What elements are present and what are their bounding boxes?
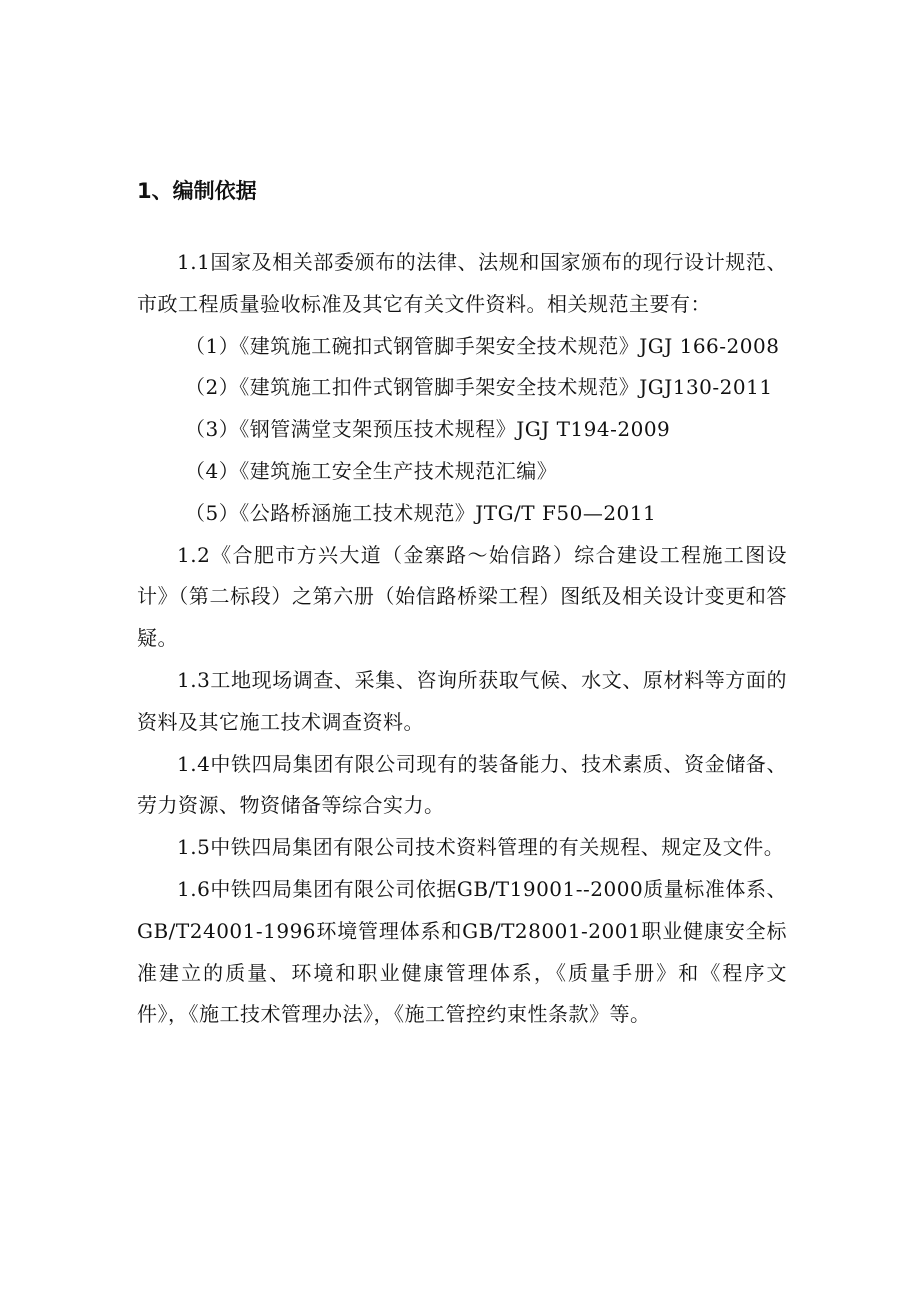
paragraph-1-5: 1.5中铁四局集团有限公司技术资料管理的有关规程、规定及文件。 <box>177 835 785 860</box>
paragraph-1-4: 1.4中铁四局集团有限公司现有的装备能力、技术素质、资金储备、劳力资源、物资储备等综合实力。 <box>137 751 787 818</box>
paragraph-1-3: 1.3工地现场调查、采集、咨询所获取气候、水文、原材料等方面的资料及其它施工技术调查资料。 <box>137 667 787 734</box>
section-heading: 1、编制依据 <box>137 179 257 203</box>
reference-item: （3）《钢管满堂支架预压技术规程》JGJ T194-2009 <box>185 417 671 442</box>
reference-item: （4）《建筑施工安全生产技术规范汇编》 <box>185 458 558 483</box>
paragraph-1-1: 1.1国家及相关部委颁布的法律、法规和国家颁布的现行设计规范、市政工程质量验收标准及其它有关文件资料。相关规范主要有： <box>137 250 787 316</box>
reference-item: （5）《公路桥涵施工技术规范》JTG/T F50—2011 <box>185 500 657 525</box>
reference-item: （1）《建筑施工碗扣式钢管脚手架安全技术规范》JGJ 166-2008 <box>185 333 780 358</box>
paragraph-1-2: 1.2《合肥市方兴大道（金寨路～始信路）综合建设工程施工图设计》（第二标段）之第六册（始信路桥梁工程）图纸及相关设计变更和答疑。 <box>137 542 787 651</box>
section-body <box>137 242 787 1036</box>
paragraph-1-6: 1.6中铁四局集团有限公司依据GB/T19001--2000质量标准体系、GB/T24001-1996环境管理体系和GB/T28001-2001职业健康安全标准建立的质量、环境和职业健康管理体系，《质量手册》和《程序文件》，《施工技术管理办法》，《施工管控约束性条款》等。 <box>137 876 787 1027</box>
reference-item: （2）《建筑施工扣件式钢管脚手架安全技术规范》JGJ130-2011 <box>185 375 773 400</box>
